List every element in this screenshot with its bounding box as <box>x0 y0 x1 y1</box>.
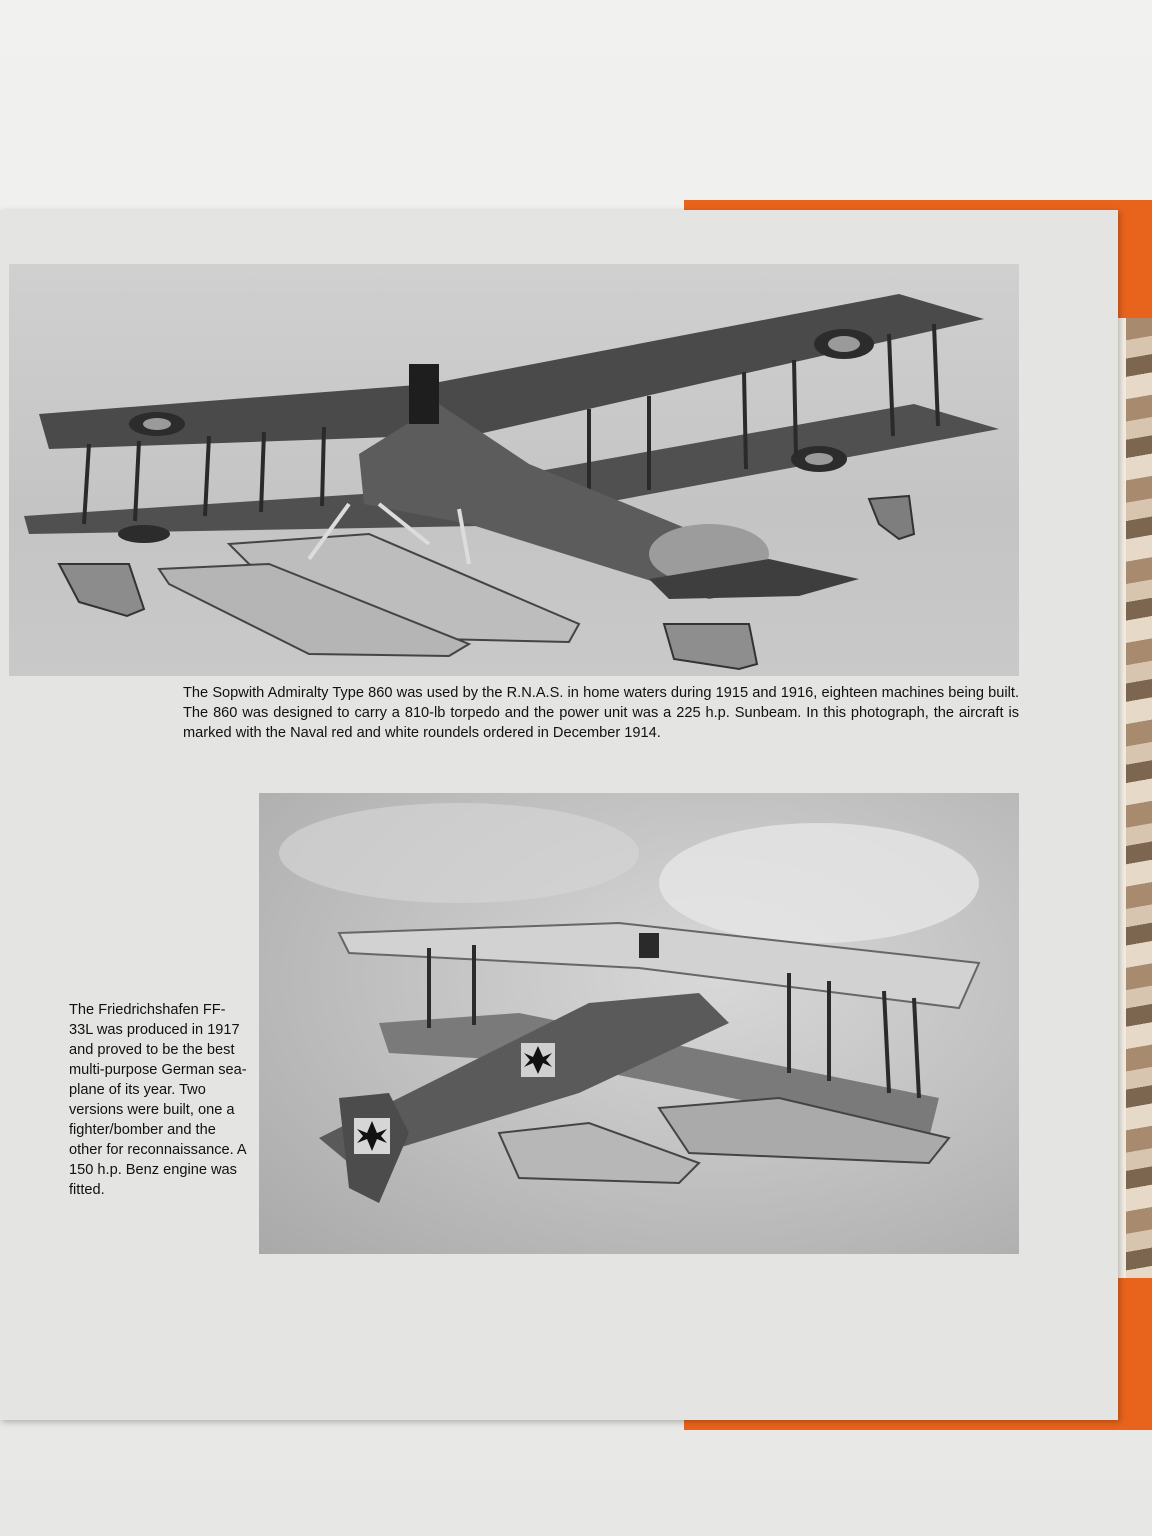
sopwith-admiralty-type-860-icon <box>9 264 1019 676</box>
friedrichshafen-ff-33l-icon <box>259 793 1019 1254</box>
cover-pattern <box>1126 318 1152 1278</box>
photo-friedrichshafen-ff-33l <box>259 793 1019 1254</box>
caption-friedrichshafen-ff-33l: The Friedrichshafen FF-33L was produced in 1917 and proved to be the best multi-purpose German sea-plane of its year. Two versions were built, one a fighter/bomber and the other for reconnaissance. A 150 h.p. Benz engine was fitted. <box>69 1002 247 1198</box>
photo-sopwith-860 <box>9 264 1019 676</box>
iron-cross-fuselage-icon <box>521 1043 555 1077</box>
caption-sopwith-860: The Sopwith Admiralty Type 860 was used by the R.N.A.S. in home waters during 1915 and 1916, eighteen machines being built. The 860 was designed to carry a 810-lb torpedo and the power unit was a 225 h.p. Sunbeam. In this photograph, the aircraft is marked with the Naval red and white roundels ordered in December 1914. <box>183 685 1019 741</box>
iron-cross-tail-icon <box>354 1118 390 1154</box>
